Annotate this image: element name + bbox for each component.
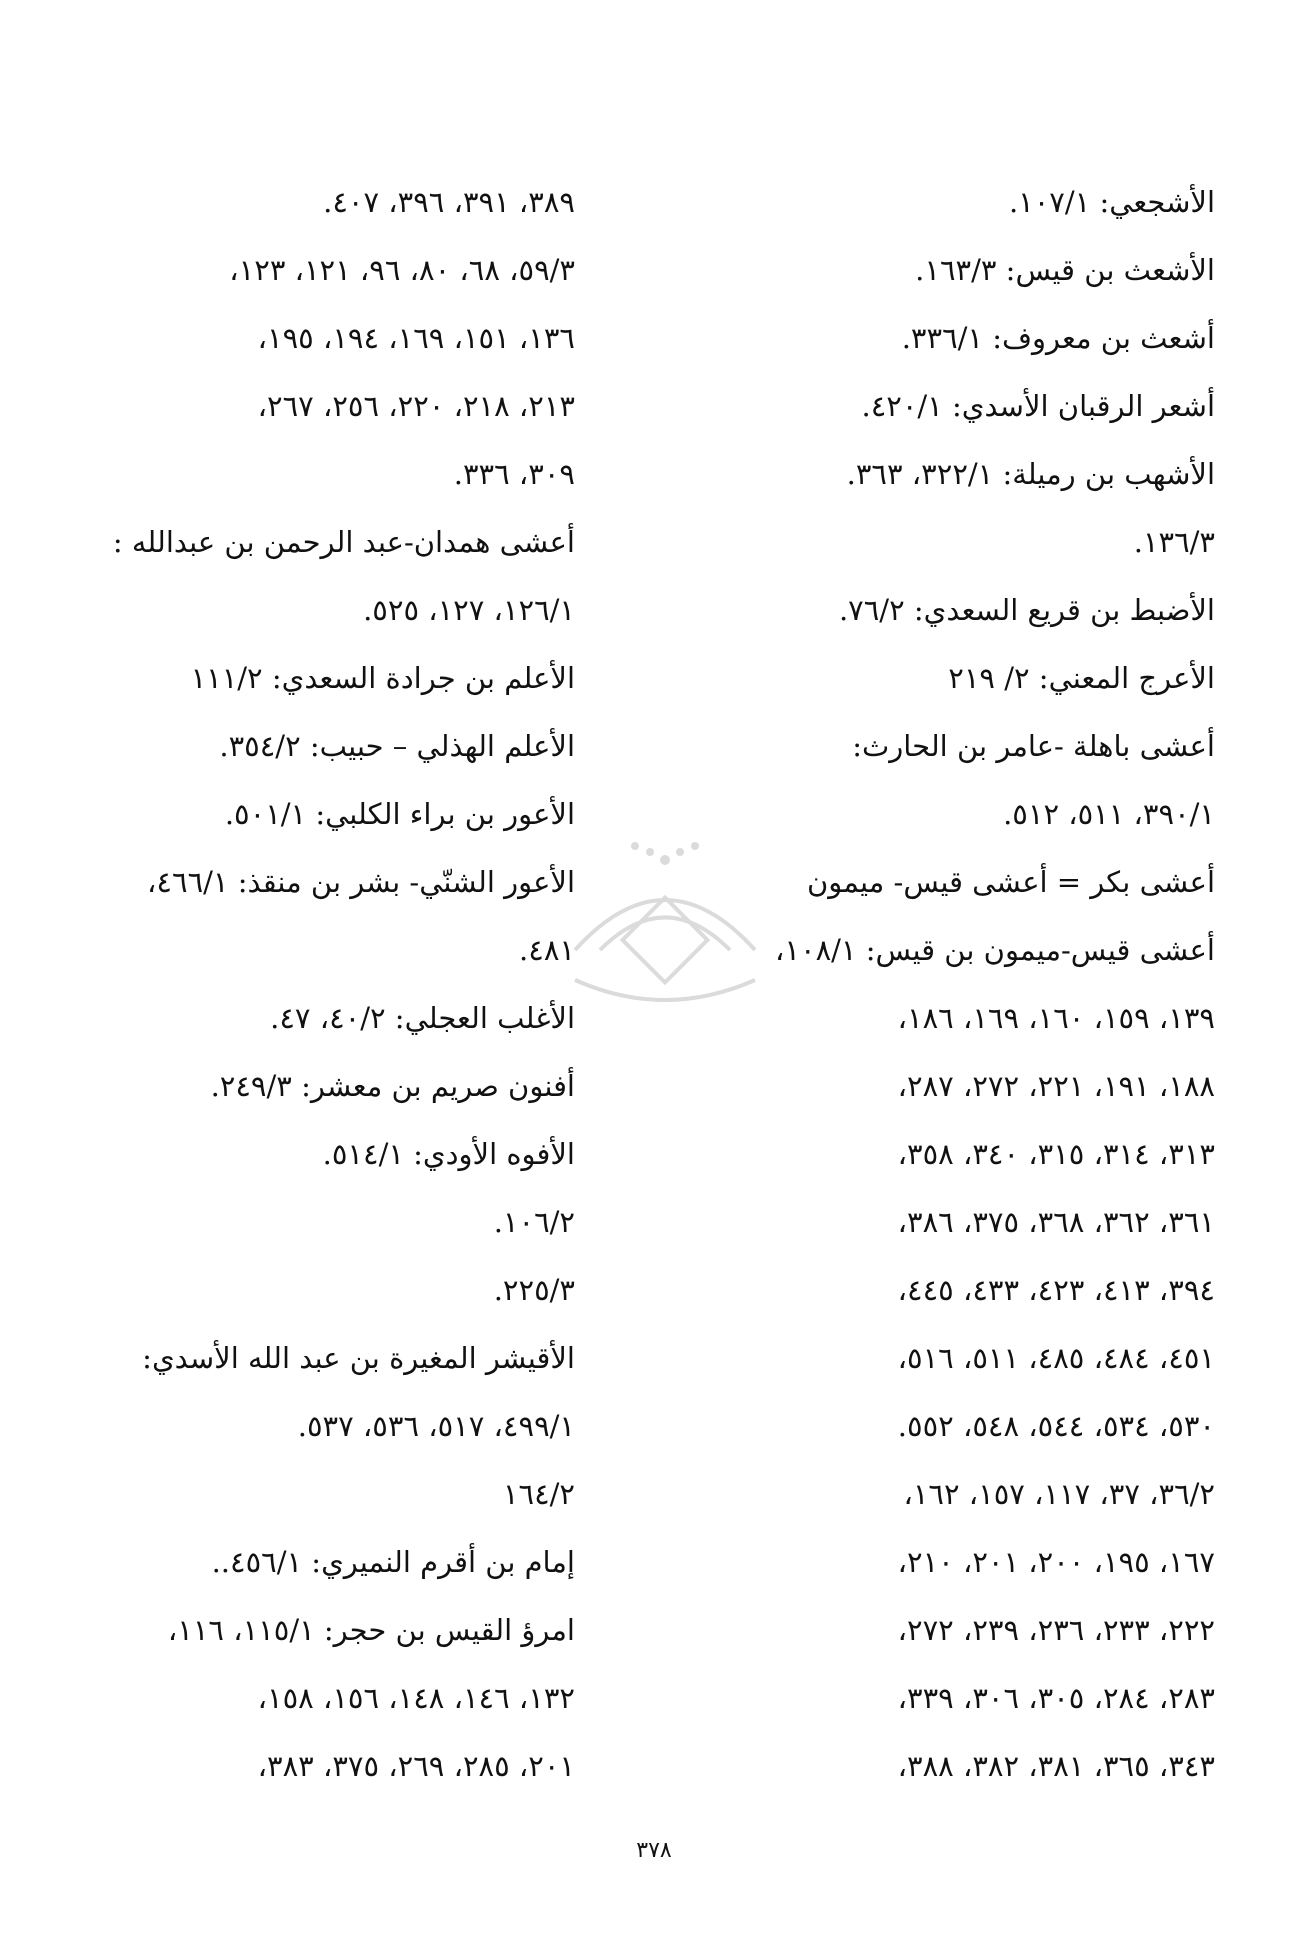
index-entry: الأشعث بن قيس: ١٦٣/٣.	[915, 253, 1215, 287]
index-entry: الأعور بن براء الكلبي: ٥٠١/١.	[224, 797, 575, 831]
index-entry: الأغلب العجلي: ٤٠/٢، ٤٧.	[270, 1001, 575, 1035]
index-entry: ١٣٦/٣.	[1133, 525, 1215, 559]
index-entry: ٤٥١، ٤٨٤، ٤٨٥، ٥١١، ٥١٦،	[897, 1341, 1215, 1375]
index-entry: ٢١٣، ٢١٨، ٢٢٠، ٢٥٦، ٢٦٧،	[257, 389, 575, 423]
index-entry: أفنون صريم بن معشر: ٢٤٩/٣.	[210, 1069, 575, 1103]
index-entry: ١٠٦/٢.	[493, 1205, 575, 1239]
index-entry: ١٢٦/١، ١٢٧، ٥٢٥.	[363, 593, 575, 627]
index-entry: الأقيشر المغيرة بن عبد الله الأسدي:	[142, 1341, 575, 1375]
index-entry: أعشى همدان-عبد الرحمن بن عبدالله :	[112, 525, 575, 559]
index-entry: ١٦٧، ١٩٥، ٢٠٠، ٢٠١، ٢١٠،	[897, 1545, 1215, 1579]
index-entry: الأفوه الأودي: ٥١٤/١.	[322, 1137, 575, 1171]
index-entry: الأضبط بن قريع السعدي: ٧٦/٢.	[838, 593, 1215, 627]
index-entry: الأعور الشنّي- بشر بن منقذ: ٤٦٦/١،	[147, 865, 575, 899]
index-entry: ١٣٩، ١٥٩، ١٦٠، ١٦٩، ١٨٦،	[897, 1001, 1215, 1035]
index-entry: ٢٢٥/٣.	[493, 1273, 575, 1307]
index-entry: الأشجعي: ١٠٧/١.	[1008, 185, 1215, 219]
index-entry: ١٣٦، ١٥١، ١٦٩، ١٩٤، ١٩٥،	[257, 321, 575, 355]
index-entry: ١٦٤/٢	[502, 1477, 575, 1511]
index-entry: ٤٩٩/١، ٥١٧، ٥٣٦، ٥٣٧.	[297, 1409, 575, 1443]
index-entry: الأعرج المعني: ٢/ ٢١٩	[948, 661, 1215, 695]
index-entry: ٢٢٢، ٢٣٣، ٢٣٦، ٢٣٩، ٢٧٢،	[897, 1613, 1215, 1647]
right-column	[730, 168, 1215, 1800]
index-entry: ٣٩٠/١، ٥١١، ٥١٢.	[1003, 797, 1215, 831]
index-entry: امرؤ القيس بن حجر: ١١٥/١، ١١٦،	[167, 1613, 575, 1647]
index-entry: ٣٩٤، ٤١٣، ٤٢٣، ٤٣٣، ٤٤٥،	[897, 1273, 1215, 1307]
page-number: ٣٧٨	[636, 1838, 672, 1863]
index-entry: الأعلم بن جرادة السعدي: ١١١/٢	[190, 661, 575, 695]
index-entry: أشعث بن معروف: ٣٣٦/١.	[901, 321, 1215, 355]
index-entry: الأعلم الهذلي – حبيب: ٣٥٤/٢.	[219, 729, 575, 763]
index-entry: إمام بن أقرم النميري: ٤٥٦/١..	[211, 1545, 575, 1579]
index-entry: ٣٠٩، ٣٣٦.	[453, 457, 575, 491]
index-entry: ٢٨٣، ٢٨٤، ٣٠٥، ٣٠٦، ٣٣٩،	[897, 1681, 1215, 1715]
index-entry: ٤٨١.	[519, 933, 575, 967]
index-entry: ٢٠١، ٢٨٥، ٢٦٩، ٣٧٥، ٣٨٣،	[257, 1749, 575, 1783]
index-entry: ٣١٣، ٣١٤، ٣١٥، ٣٤٠، ٣٥٨،	[897, 1137, 1215, 1171]
institution-seal-icon	[555, 830, 775, 1030]
index-entry: ٣٤٣، ٣٦٥، ٣٨١، ٣٨٢، ٣٨٨،	[897, 1749, 1215, 1783]
index-entry: ١٨٨، ١٩١، ٢٢١، ٢٧٢، ٢٨٧،	[897, 1069, 1215, 1103]
index-entry: ١٣٢، ١٤٦، ١٤٨، ١٥٦، ١٥٨،	[257, 1681, 575, 1715]
index-entry: ٣٦١، ٣٦٢، ٣٦٨، ٣٧٥، ٣٨٦،	[897, 1205, 1215, 1239]
index-entry: ٥٣٠، ٥٣٤، ٥٤٤، ٥٤٨، ٥٥٢.	[897, 1409, 1215, 1443]
index-entry: أشعر الرقبان الأسدي: ٤٢٠/١.	[861, 389, 1215, 423]
index-entry: أعشى بكر = أعشى قيس- ميمون	[807, 865, 1215, 899]
index-entry: ٣٨٩، ٣٩١، ٣٩٦، ٤٠٧.	[323, 185, 575, 219]
index-entry: ٣٦/٢، ٣٧، ١١٧، ١٥٧، ١٦٢،	[903, 1477, 1215, 1511]
index-entry: ٥٩/٣، ٦٨، ٨٠، ٩٦، ١٢١، ١٢٣،	[229, 253, 575, 287]
index-entry: الأشهب بن رميلة: ٣٢٢/١، ٣٦٣.	[846, 457, 1215, 491]
index-entry: أعشى قيس-ميمون بن قيس: ١٠٨/١،	[775, 933, 1215, 967]
index-entry: أعشى باهلة -عامر بن الحارث:	[852, 729, 1215, 763]
left-column	[95, 168, 575, 1800]
